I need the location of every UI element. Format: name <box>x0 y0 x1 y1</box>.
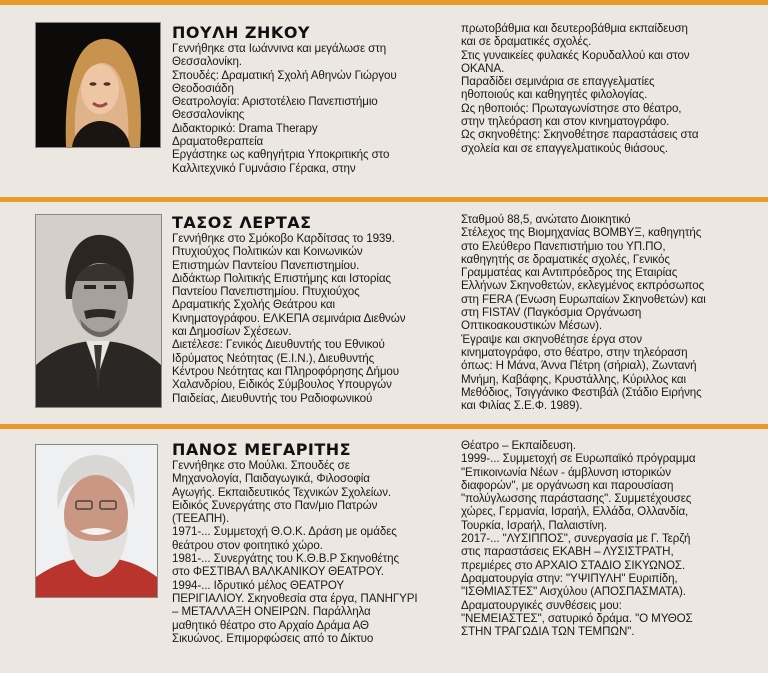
bio-line: Γεννήθηκε στο Μούλκι. Σπουδές σε <box>172 459 350 472</box>
bio-line: Κινηματογράφου. ΕΛΚΕΠΑ σεμινάρια Διεθνών <box>172 311 406 325</box>
bio-line: Θεσσαλονίκη. <box>172 55 242 69</box>
bio-line: Δραματουργία στην: "ΥΨΙΠΥΛΗ" Ευριπίδη, <box>461 571 678 585</box>
bio-line: Ως ηθοποιός: Πρωταγωνίστησε στο θέατρο, <box>461 101 682 115</box>
bio-line: πρωτοβάθμια και δευτεροβάθμια εκπαίδευση <box>461 22 688 35</box>
bio-line: "ΙΣΘΜΙΑΣΤΕΣ" Αισχύλου (ΑΠΟΣΠΑΣΜΑΤΑ). <box>461 585 686 599</box>
bio-line: Έγραψε και σκηνοθέτησε έργα στον <box>461 332 642 346</box>
bio-line: Παντείου Πανεπιστημίου. Πτυχιούχος <box>172 285 360 299</box>
bio-line: Θέατρο – Εκπαίδευση. <box>461 439 576 452</box>
bio-line: Θεατρολογία: Αριστοτέλειο Πανεπιστήμιο <box>172 95 378 109</box>
bio-line: Στέλεχος της Βιομηχανίας ΒΟΜΒΥΞ, καθηγητής <box>461 226 702 240</box>
bio-line: και Φιλίας Σ.Ε.Φ. 1989). <box>461 399 583 413</box>
bio-line: 1994-... Ιδρυτικό μέλος ΘΕΑΤΡΟΥ <box>172 578 345 592</box>
bio-line: διαφορών", με οργάνωση και παρουσίαση <box>461 478 674 492</box>
bio-line: Διδακτορικό: Drama Therapy <box>172 121 318 135</box>
bio-line: στο Ελεύθερο Πανεπιστήμιο του ΥΠ.ΠΟ, <box>461 239 666 253</box>
bio-line: Ως σκηνοθέτης: Σκηνοθέτησε παραστάσεις στα <box>461 128 699 142</box>
bio-line: Μεθόδιος, Τσιγγάνικο Φεστιβάλ (Στάδιο Ειρήνης <box>461 385 702 399</box>
bio-line: Ιδρύματος Νεότητας (Ε.Ι.Ν.), Διευθυντής <box>172 351 375 365</box>
bio-line: θεάτρου στον φοιτητικό χώρο. <box>172 538 323 552</box>
profile-row-3 <box>0 429 768 673</box>
bio-line: Οπτικοακουστικών Μέσων). <box>461 319 602 333</box>
bio-line: Τουρκία, Ισραήλ, Παλαιστίνη. <box>461 518 608 532</box>
bio-line: Μηχανολογία, Παιδαγωγικά, Φιλοσοφία <box>172 472 370 486</box>
bio-line: Στις γυναικείες φυλακές Κορυδαλλού και στον <box>461 48 690 62</box>
bio-line: Δραματικής Σχολής Θεάτρου και <box>172 298 335 312</box>
bio-line: στις παραστάσεις ΕΚΑΒΗ – ΛΥΣΙΣΤΡΑΤΗ, <box>461 545 674 559</box>
profile-name: ΤΑΣΟΣ ΛΕΡΤΑΣ <box>172 213 312 232</box>
bio-line: Δραματοθεραπεία <box>172 135 264 149</box>
bio-line: Γεννήθηκε στο Σμόκοβο Καρδίτσας το 1939. <box>172 232 395 245</box>
profile-row-2 <box>0 202 768 424</box>
bio-line: Διετέλεσε: Γενικός Διευθυντής του Εθνικού <box>172 338 385 352</box>
bio-line: μαθητικό θέατρο στο Αρχαίο Δράμα ΑΘ <box>172 618 369 632</box>
bio-line: – ΜΕΤΑΛΛΑΞΗ ΟΝΕΙΡΩΝ. Παράλληλα <box>172 605 371 619</box>
bio-line: χώρες, Γερμανία, Ισραήλ, Ελλάδα, Ολλανδία, <box>461 505 689 519</box>
bio-line: "πολύγλωσσης παράστασης". Συμμετέχουσες <box>461 492 692 506</box>
bio-line: στη FERA (Ένωση Ευρωπαίων Σκηνοθετών) και <box>461 292 706 306</box>
bio-line: (ΤΕΕΑΠΗ). <box>172 512 230 526</box>
bio-line: στην τηλεόραση και στον κινηματογράφο. <box>461 115 670 129</box>
bio-line: Ειδικός Συνεργάτης στο Παν/μιο Πατρών <box>172 498 378 512</box>
bio-line: "Επικοινωνία Νέων - άμβλυνση ιστορικών <box>461 465 671 479</box>
bio-line: Σικυώνος. Επιμορφώσεις από το Δίκτυο <box>172 631 374 645</box>
bio-line: Κέντρου Νεότητας και Πληροφόρησης Δήμου <box>172 364 400 378</box>
bio-line: και Δημοσίων Σχέσεων. <box>172 325 292 339</box>
bio-line: ΣΤΗΝ ΤΡΑΓΩΔΙΑ ΤΩΝ ΤΕΜΠΩΝ". <box>461 625 635 639</box>
bio-line: Εργάστηκε ως καθηγήτρια Υποκριτικής στο <box>172 148 390 162</box>
bio-line: στη FISTAV (Παγκόσμια Οργάνωση <box>461 306 642 320</box>
bio-line: Θεοδοσιάδη <box>172 81 234 95</box>
bio-line: Δραματουργικές συνθέσεις μου: <box>461 598 622 612</box>
bio-line: Θεσσαλονίκης <box>172 108 245 122</box>
bio-line: Πτυχιούχος Πολιτικών και Κοινωνικών <box>172 245 363 259</box>
bio-line: "ΝΕΜΕΙΑΣΤΕΣ", σατυρικό δράμα. "Ο ΜΥΘΟΣ <box>461 611 693 625</box>
bio-line: 2017-... "ΛΥΣΙΠΠΟΣ", συνεργασία με Γ. Τερζή <box>461 532 691 546</box>
bio-line: Γραμματέας και Αντιπρόεδρος της Εταιρίας <box>461 266 678 280</box>
profile-photo <box>35 444 158 598</box>
bio-line: 1971-... Συμμετοχή Θ.Ο.Κ. Δράση με ομάδες <box>172 525 397 539</box>
bio-line: Επιστημών Παντείου Πανεπιστημίου. <box>172 258 360 272</box>
profile-name: ΠΑΝΟΣ ΜΕΓΑΡΙΤΗΣ <box>172 440 352 459</box>
bio-line: Σπουδές: Δραματική Σχολή Αθηνών Γιώργου <box>172 68 397 82</box>
bio-line: ΠΕΡΙΓΙΑΛΙΟΥ. Σκηνοθεσία στα έργα, ΠΑΝΗΓΥΡΙ <box>172 591 418 605</box>
profile-photo <box>35 22 161 148</box>
bio-line: Ελλήνων Σκηνοθετών, εκλεγμένος εκπρόσωπος <box>461 279 705 293</box>
bio-line: ηθοποιούς και καθηγητές φιλολογίας. <box>461 88 648 102</box>
bio-line: 1999-... Συμμετοχή σε Ευρωπαϊκό πρόγραμμα <box>461 452 696 466</box>
bio-line: Χαλανδρίου, Ειδικός Σύμβουλος Υπουργών <box>172 378 392 392</box>
bio-line: σχολεία και σε επαγγελματικούς θιάσους. <box>461 141 668 155</box>
bio-line: όπως: Η Μάνα, Άννα Πέτρη (σήριαλ), Ζωντανή <box>461 359 697 373</box>
bio-line: και σε δραματικές σχολές. <box>461 35 592 49</box>
bio-line: στο ΦΕΣΤΙΒΑΛ ΒΑΛΚΑΝΙΚΟΥ ΘΕΑΤΡΟΥ. <box>172 565 384 579</box>
bio-line: πρεμιέρες στο ΑΡΧΑΙΟ ΣΤΑΔΙΟ ΣΙΚΥΩΝΟΣ. <box>461 558 686 572</box>
bio-line: Παραδίδει σεμινάρια σε επαγγελματίες <box>461 75 655 89</box>
bio-line: Μνήμη, Καβάφης, Κρυστάλλης, Κύριλλος και <box>461 372 686 386</box>
bio-line: ΟΚΑΝΑ. <box>461 61 505 75</box>
bio-line: Διδάκτωρ Πολιτικής Επιστήμης και Ιστορίας <box>172 271 391 285</box>
bio-line: Σταθμού 88,5, ανώτατο Διοικητικό <box>461 213 631 226</box>
bio-line: Γεννήθηκε στα Ιωάννινα και μεγάλωσε στη <box>172 42 387 55</box>
bio-line: κινηματογράφο, στο θέατρο, στην τηλεόραση <box>461 345 688 359</box>
bio-line: Παιδείας, Διευθυντής του Ραδιοφωνικού <box>172 391 373 405</box>
bio-line: Καλλιτεχνικό Γυμνάσιο Γέρακα, στην <box>172 161 356 175</box>
profile-name: ΠΟΥΛΗ ΖΗΚΟΥ <box>172 23 310 42</box>
bio-line: καθηγητής σε δραματικές σχολές, Γενικός <box>461 252 670 266</box>
profile-row-1 <box>0 0 768 197</box>
bio-line: Αγωγής. Εκπαιδευτικός Τεχνικών Σχολείων. <box>172 485 392 499</box>
profile-photo <box>35 214 162 408</box>
bio-line: 1981-... Συνεργάτης του Κ.Θ.Β.Ρ Σκηνοθέτης <box>172 552 399 566</box>
